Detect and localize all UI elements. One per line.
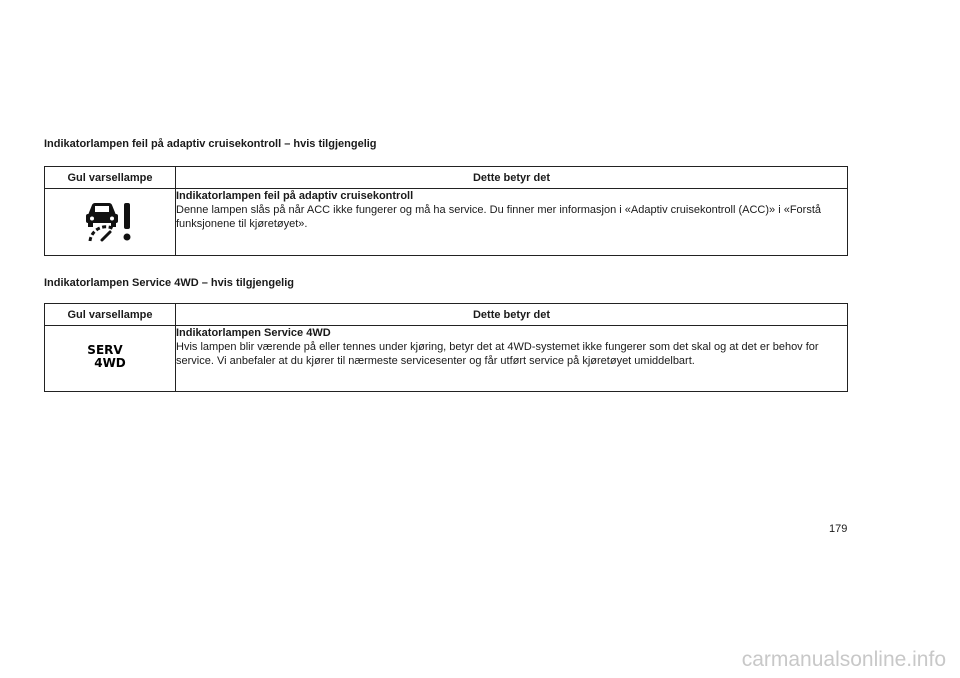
indicator-table-4wd <box>44 303 848 392</box>
serv-icon-line-1: SERV <box>87 343 123 357</box>
indicator-description: Hvis lampen blir værende på eller tennes under kjøring, betyr det at 4WD-systemet ikke fungerer som det skal og at det er behov for service. Vi anbefaler at du kjører til nærmeste servicesenter og får utført service på kjøretøyet umiddelbart. <box>176 341 819 367</box>
adaptive-cruise-control-fault-icon <box>84 199 136 246</box>
icon-cell <box>45 326 176 392</box>
table-row <box>45 326 848 392</box>
section-heading-4wd: Indikatorlampen Service 4WD – hvis tilgjengelig <box>44 277 295 289</box>
column-header-lamp: Gul varsellampe <box>45 167 176 189</box>
indicator-title: Indikatorlampen feil på adaptiv cruisekontroll <box>176 190 414 202</box>
serv-4wd-icon <box>87 343 126 370</box>
description-cell <box>176 326 848 392</box>
table-row <box>45 189 848 256</box>
table-header-row <box>45 167 848 189</box>
indicator-description: Denne lampen slås på når ACC ikke fungerer og må ha service. Du finner mer informasjon i «Adaptiv cruisekontroll (ACC)» i «Forstå funksjonene til kjøretøyet». <box>176 204 822 230</box>
column-header-lamp: Gul varsellampe <box>45 304 176 326</box>
icon-cell <box>45 189 176 256</box>
table-header-row <box>45 304 848 326</box>
column-header-meaning: Dette betyr det <box>176 304 848 326</box>
description-cell <box>176 189 848 256</box>
section-heading-acc: Indikatorlampen feil på adaptiv cruisekontroll – hvis tilgjengelig <box>44 138 377 150</box>
indicator-title: Indikatorlampen Service 4WD <box>176 327 331 339</box>
watermark: carmanualsonline.info <box>741 648 946 671</box>
indicator-table-acc <box>44 166 848 256</box>
column-header-meaning: Dette betyr det <box>176 167 848 189</box>
serv-icon-line-2: 4WD <box>94 356 126 370</box>
page-number: 179 <box>829 523 848 535</box>
